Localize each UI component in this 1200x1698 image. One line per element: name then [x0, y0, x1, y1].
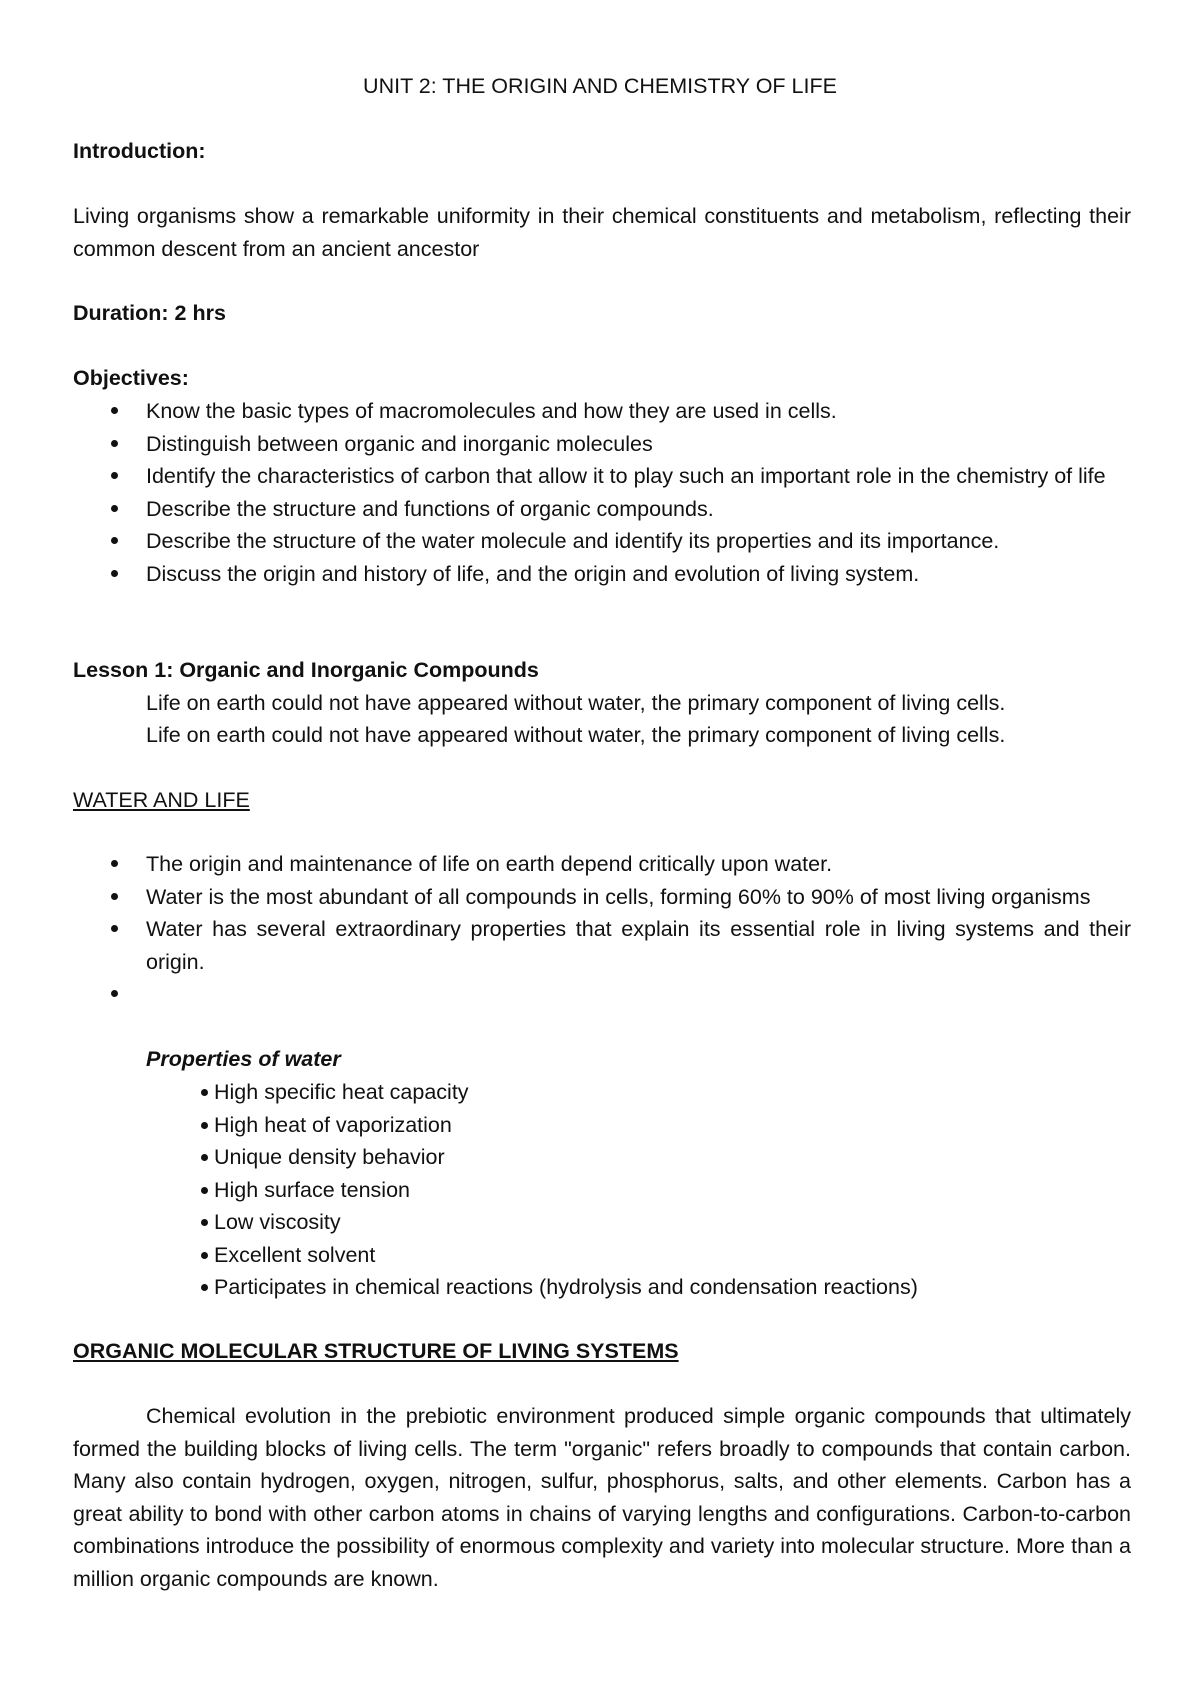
- property-item: High specific heat capacity: [201, 1076, 918, 1109]
- objective-item: Distinguish between organic and inorganic molecules: [73, 428, 1131, 461]
- property-item: Participates in chemical reactions (hydrolysis and condensation reactions): [201, 1271, 918, 1304]
- bullet-icon: [201, 1284, 208, 1291]
- property-item: High surface tension: [201, 1174, 918, 1207]
- objectives-heading: Objectives:: [73, 366, 189, 390]
- objective-item: Identify the characteristics of carbon that allow it to play such an important role in the chemistry of life: [73, 460, 1131, 493]
- objectives-list-wrapper: [73, 395, 1131, 590]
- objectives-list: [73, 395, 1131, 590]
- water-and-life-heading: WATER AND LIFE: [73, 788, 250, 812]
- objective-item: Discuss the origin and history of life, and the origin and evolution of living system.: [73, 558, 1131, 591]
- water-item: The origin and maintenance of life on earth depend critically upon water.: [73, 848, 1131, 881]
- lesson1-line: Life on earth could not have appeared without water, the primary component of living cells.: [146, 723, 1006, 747]
- bullet-icon: [201, 1122, 208, 1129]
- duration-text: Duration: 2 hrs: [73, 301, 226, 325]
- bullet-icon: [201, 1252, 208, 1259]
- introduction-heading: Introduction:: [73, 139, 206, 163]
- water-list: [73, 848, 1131, 1011]
- properties-list: [201, 1076, 918, 1304]
- page-title: UNIT 2: THE ORIGIN AND CHEMISTRY OF LIFE: [363, 74, 837, 98]
- water-item-empty: [73, 978, 1131, 1011]
- objective-item: Describe the structure and functions of organic compounds.: [73, 493, 1131, 526]
- objective-item: Know the basic types of macromolecules and how they are used in cells.: [73, 395, 1131, 428]
- bullet-icon: [201, 1187, 208, 1194]
- bullet-icon: [201, 1089, 208, 1096]
- property-item: Unique density behavior: [201, 1141, 918, 1174]
- properties-heading: Properties of water: [146, 1047, 341, 1071]
- property-item: Excellent solvent: [201, 1239, 918, 1272]
- introduction-text: Living organisms show a remarkable uniformity in their chemical constituents and metabolism, reflecting their common descent from an ancient ancestor: [73, 204, 1131, 261]
- water-item: Water has several extraordinary properties that explain its essential role in living systems and their origin.: [73, 913, 1131, 978]
- organic-structure-heading: ORGANIC MOLECULAR STRUCTURE OF LIVING SYSTEMS: [73, 1339, 679, 1363]
- lesson1-heading: Lesson 1: Organic and Inorganic Compounds: [73, 658, 539, 682]
- bullet-icon: [201, 1154, 208, 1161]
- bullet-icon: [201, 1219, 208, 1226]
- objective-item: Describe the structure of the water molecule and identify its properties and its importance.: [73, 525, 1131, 558]
- lesson1-line: Life on earth could not have appeared without water, the primary component of living cells.: [146, 691, 1006, 715]
- property-item: High heat of vaporization: [201, 1109, 918, 1142]
- water-item: Water is the most abundant of all compounds in cells, forming 60% to 90% of most living organisms: [73, 881, 1131, 914]
- property-item: Low viscosity: [201, 1206, 918, 1239]
- organic-structure-paragraph: Chemical evolution in the prebiotic environment produced simple organic compounds that ultimately formed the building blocks of living cells. The term "organic" refers broadly to compounds that contain carbon. Many also contain hydrogen, oxygen, nitrogen, sulfur, phosphorus, salts, and other elements. Carbon has a great ability to bond with other carbon atoms in chains of varying lengths and configurations. Carbon-to-carbon combinations introduce the possibility of enormous complexity and variety into molecular structure. More than a million organic compounds are known.: [73, 1404, 1131, 1591]
- water-list-wrapper: [73, 848, 1131, 1011]
